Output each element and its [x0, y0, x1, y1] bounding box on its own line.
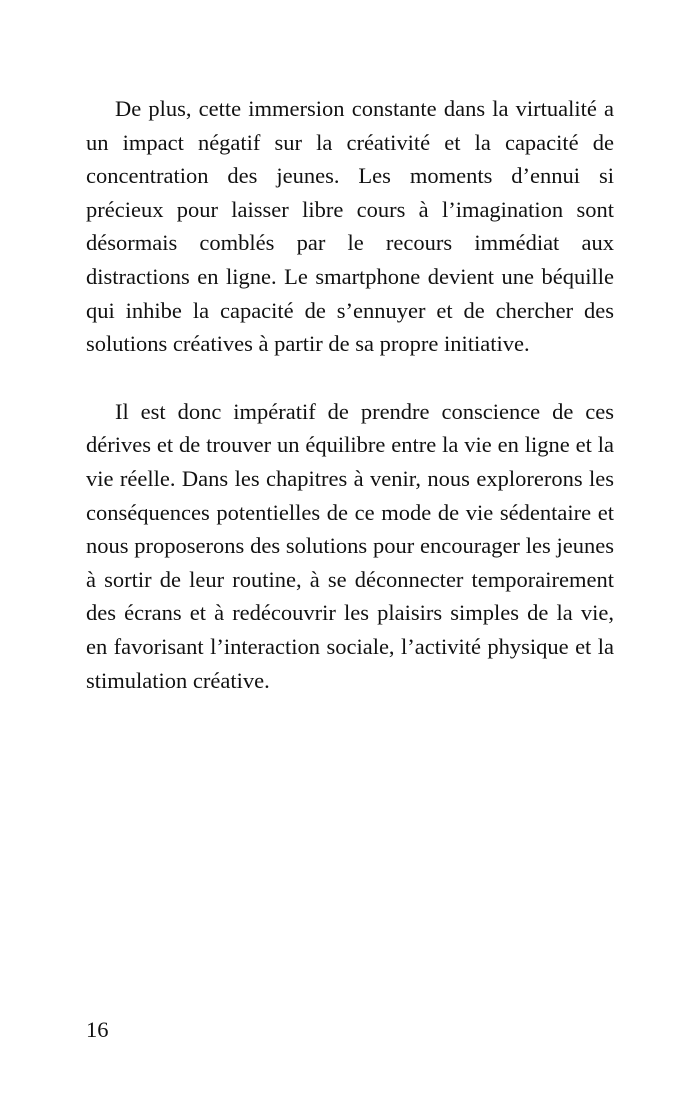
body-text [86, 92, 614, 697]
paragraph-balance: Il est donc impératif de prendre conscience de ces dérives et de trouver un équilibre entre la vie en ligne et la vie réelle. Dans les chapitres à venir, nous explorerons les conséquences potentielles de ce mode de vie sédentaire et nous proposerons des solutions pour encourager les jeunes à sortir de leur routine, à se déconnecter temporairement des écrans et à redécouvrir les plaisirs simples de la vie, en favorisant l’interaction sociale, l’activité physique et la stimulation créative. [86, 398, 614, 693]
page-number: 16 [86, 1017, 109, 1042]
paragraph-creativity: De plus, cette immersion constante dans la virtualité a un impact négatif sur la créativité et la capacité de concentration des jeunes. Les moments d’ennui si précieux pour laisser libre cours à l’imagination sont désormais comblés par le recours immédiat aux distractions en ligne. Le smartphone devient une béquille qui inhibe la capacité de s’ennuyer et de chercher des solutions créatives à partir de sa propre initiative. [86, 96, 614, 357]
